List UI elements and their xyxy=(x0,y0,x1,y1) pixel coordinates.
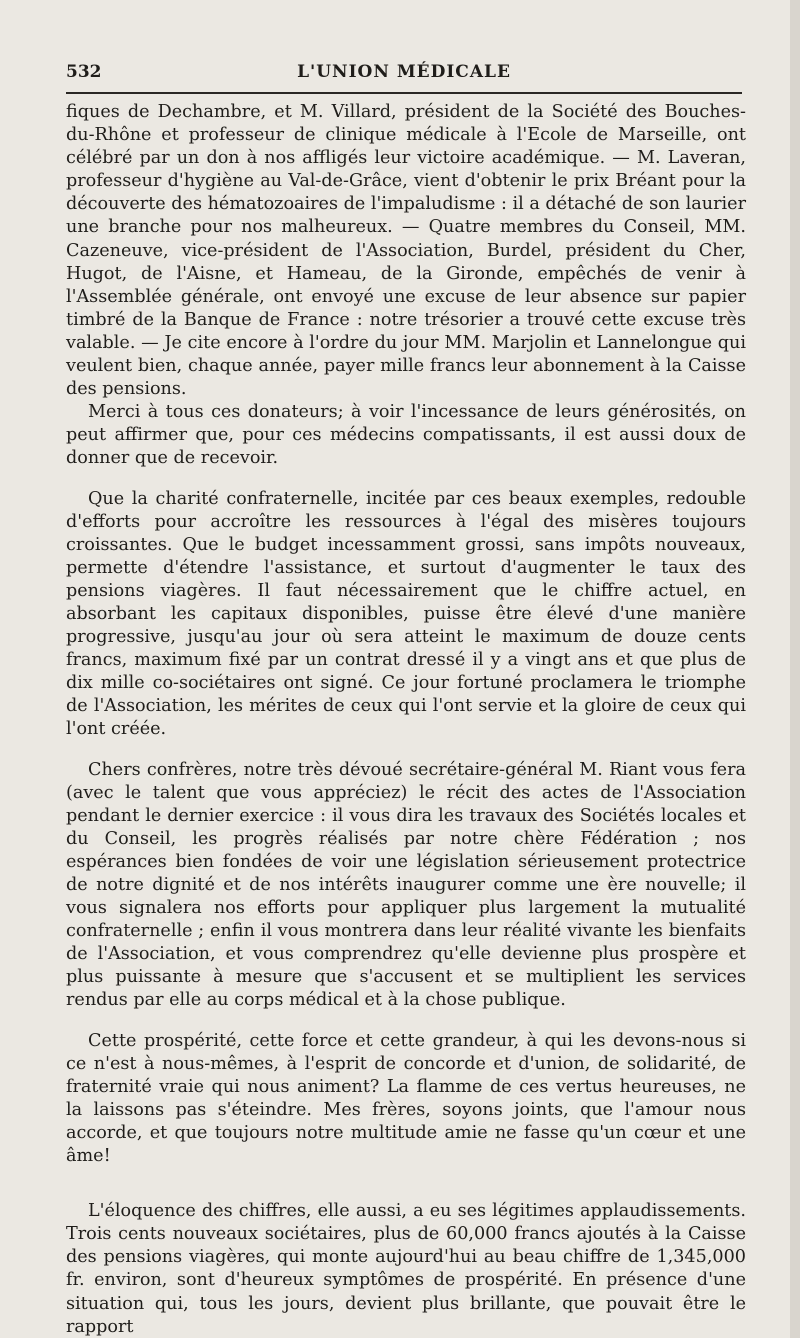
page-edge-shadow xyxy=(790,0,800,1338)
paragraph-gap xyxy=(66,742,746,759)
header-rule xyxy=(66,92,742,94)
paragraph-thanks: Merci à tous ces donateurs; à voir l'incessance de leurs générosités, on peut affirmer que, pour ces médecins compatissants, il est aussi doux de donner que de recevoir. xyxy=(66,402,746,469)
paragraph-figures: L'éloquence des chiffres, elle aussi, a eu ses légitimes applaudissements. Trois cents nouveaux sociétaires, plus de 60,000 francs ajoutés à la Caisse des pensions viagères, qui monte aujourd'hui au beau chiffre de 1,345,000 fr. environ, sont d'heureux symptômes de prospérité. En présence d'une situation qui, tous les jours, devient plus brillante, que pouvait être le rapport xyxy=(66,1201,746,1337)
paragraph-gap xyxy=(66,1168,746,1200)
paragraph-donors: fiques de Dechambre, et M. Villard, président de la Société des Bouches-du-Rhône et professeur de clinique médicale à l'Ecole de Marseille, ont célébré par un don à nos affligés leur victoire académique. — M. Laveran, professeur d'hygiène au Val-de-Grâce, vient d'obtenir le prix Bréant pour la découverte des hématozoaires de l'impaludisme : il a détaché de son laurier une branche pour nos malheureux. — Quatre membres du Conseil, MM. Cazeneuve, vice-président de l'Association, Burdel, président du Cher, Hugot, de l'Aisne, et Hameau, de la Gironde, empêchés de venir à l'Assemblée générale, ont envoyé une excuse de leur absence sur papier timbré de la Banque de France : notre trésorier a trouvé cette excuse très valable. — Je cite encore à l'ordre du jour MM. Marjolin et Lannelongue qui veulent bien, chaque année, payer mille francs leur abonnement à la Caisse des pensions. xyxy=(66,102,746,400)
paragraph-gap xyxy=(66,1013,746,1030)
body-text xyxy=(66,101,746,1338)
paragraph-charity: Que la charité confraternelle, incitée par ces beaux exemples, redouble d'efforts pour accroître les ressources à l'égal des misères toujours croissantes. Que le budget incessamment grossi, sans impôts nouveaux, permette d'étendre l'assistance, et surtout d'augmenter le taux des pensions viagères. Il faut nécessairement que le chiffre actuel, en absorbant les capitaux disponibles, puisse être élevé d'une manière progressive, jusqu'au jour où sera atteint le maximum de douze cents francs, maximum fixé par un contrat dressé il y a vingt ans et que plus de dix mille co-sociétaires ont signé. Ce jour fortuné proclamera le triomphe de l'Association, les mérites de ceux qui l'ont servie et la gloire de ceux qui l'ont créée. xyxy=(66,488,746,740)
page-number: 532 xyxy=(66,62,102,82)
page-header xyxy=(66,60,742,90)
paragraph-prosperity: Cette prospérité, cette force et cette grandeur, à qui les devons-nous si ce n'est à nous-mêmes, à l'esprit de concorde et d'union, de solidarité, de fraternité vraie qui nous animent? La flamme de ces vertus heureuses, ne la laissons pas s'éteindre. Mes frères, soyons joints, que l'amour nous accorde, et que toujours notre multitude amie ne fasse qu'un cœur et une âme! xyxy=(66,1030,746,1167)
running-title: L'UNION MÉDICALE xyxy=(297,62,511,82)
paragraph-secretary: Chers confrères, notre très dévoué secrétaire-général M. Riant vous fera (avec le talent que vous appréciez) le récit des actes de l'Association pendant le dernier exercice : il vous dira les travaux des Sociétés locales et du Conseil, les progrès réalisés par notre chère Fédération ; nos espérances bien fondées de voir une législation sérieusement protectrice de notre dignité et de nos intérêts inaugurer comme une ère nouvelle; il vous signalera nos efforts pour appliquer plus largement la mutualité confraternelle ; enfin il vous montrera dans leur réalité vivante les bienfaits de l'Association, et vous comprendrez qu'elle devienne plus prospère et plus puissante à mesure que s'accusent et se multiplient les services rendus par elle au corps médical et à la chose publique. xyxy=(66,759,746,1011)
paragraph-gap xyxy=(66,471,746,488)
